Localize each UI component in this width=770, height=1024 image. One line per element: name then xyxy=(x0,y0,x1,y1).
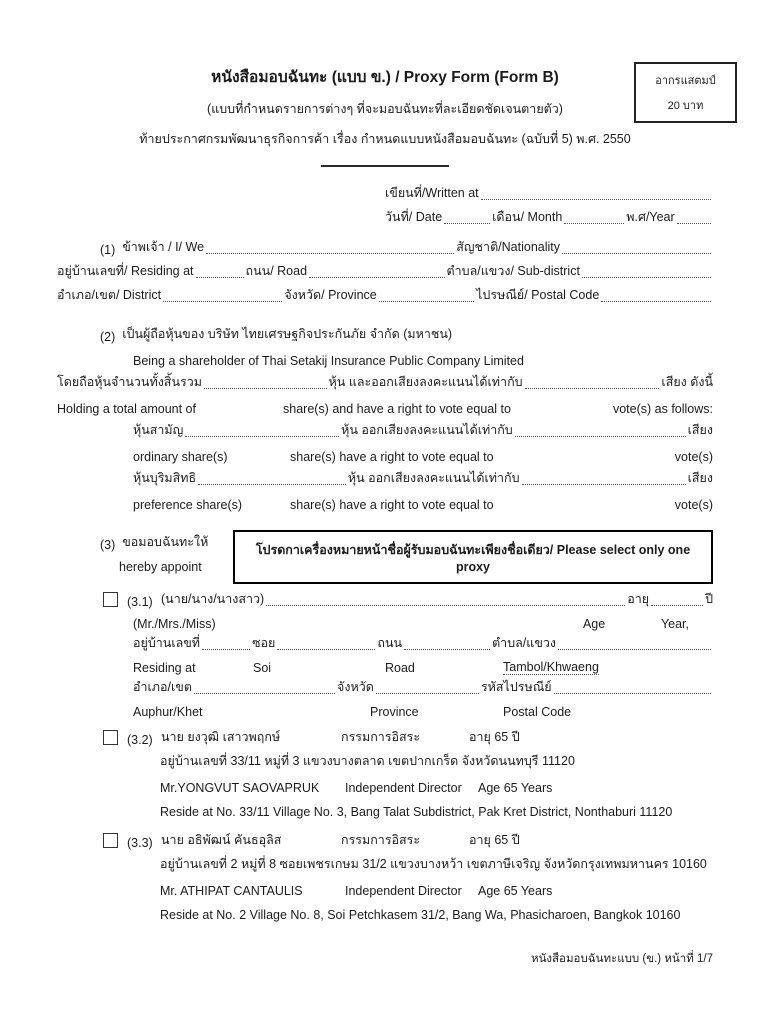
proxy-3-1-name-line xyxy=(57,587,713,609)
proxy-3-3-role-en: Independent Director xyxy=(345,884,462,898)
proxy-option-3-3 xyxy=(57,826,713,922)
proxy-3-1-amphur-field xyxy=(194,693,335,694)
ordinary-shares-en: ordinary share(s) xyxy=(133,450,228,464)
ordinary-votes-th: หุ้น ออกเสียงลงคะแนนได้เท่ากับ xyxy=(341,423,513,437)
postal-label: ไปรษณีย์/ Postal Code xyxy=(476,288,600,302)
proxy-3-3-name-en: Mr. ATHIPAT CANTAULIS xyxy=(160,884,303,898)
proxy-3-2-name-en: Mr.YONGVUT SAOVAPRUK xyxy=(160,781,320,795)
proxy-3-1-year-label-en: Year, xyxy=(660,617,689,631)
proxy-3-1-province-label-th: จังหวัด xyxy=(337,680,374,694)
proxy-3-1-postal-label-th: รหัสไปรษณีย์ xyxy=(480,680,552,694)
nationality-field xyxy=(562,253,711,254)
proxy-3-3-name-th: นาย อธิพัฒน์ คันธอุลิส xyxy=(161,833,282,847)
year-label: พ.ศ/Year xyxy=(626,210,675,224)
shareholder-of-en: Being a shareholder of Thai Setakij Insurance Public Company Limited xyxy=(133,354,524,368)
proxy-3-3-age-th: อายุ 65 ปี xyxy=(469,833,520,847)
proxy-3-1-age-label-en: Age xyxy=(582,617,606,631)
proxy-3-1-age-label-th: อายุ xyxy=(627,592,650,606)
written-at-line xyxy=(385,179,713,203)
proxy-3-3-role-th: กรรมการอิสระ xyxy=(341,833,421,847)
proxy-option-3-2 xyxy=(57,723,713,819)
shareholder-of-th: เป็นผู้ถือหุ้นของ บริษัท ไทยเศรษฐกิจประกันภัย จำกัด (มหาชน) xyxy=(122,327,453,341)
proxy-3-2-address-line-th xyxy=(57,747,713,771)
subdistrict-field xyxy=(582,277,711,278)
proxy-3-2-checkbox[interactable] xyxy=(103,730,118,745)
proxy-3-1-number: (3.1) xyxy=(127,595,153,609)
votes-follows-en: vote(s) as follows: xyxy=(612,402,713,416)
votes-equal-th: หุ้น และออกเสียงลงคะแนนได้เท่ากับ xyxy=(328,375,523,389)
proxy-3-1-name-field xyxy=(266,605,625,606)
total-shares-field xyxy=(204,388,327,389)
preference-shares-th: หุ้นบุริมสิทธิ xyxy=(133,471,197,485)
ordinary-shares-field xyxy=(185,436,339,437)
proxy-3-3-address-line-th xyxy=(57,850,713,874)
appoint-labels xyxy=(57,530,233,574)
preference-votes-en: share(s) have a right to vote equal to xyxy=(290,498,494,512)
total-shares-line-en xyxy=(57,392,713,416)
proxy-3-2-number: (3.2) xyxy=(127,733,153,747)
section-3-appointment xyxy=(57,530,713,584)
ordinary-votes-unit-en: vote(s) xyxy=(674,450,713,464)
appoint-line-en xyxy=(57,552,233,574)
proxy-3-1-road-label-en: Road xyxy=(385,661,415,675)
proxy-3-1-district-line-en xyxy=(57,697,713,719)
holding-total-en: Holding a total amount of xyxy=(57,402,196,416)
proxy-3-2-address-en: Reside at No. 33/11 Village No. 3, Bang Talat Subdistrict, Pak Kret District, Nonthaburi 11120 xyxy=(160,805,673,819)
grantor-address-line xyxy=(57,257,713,281)
votes-equal-en: share(s) and have a right to vote equal to xyxy=(283,402,511,416)
section-2-shareholding xyxy=(57,320,713,512)
stamp-duty-label: อากรแสตมป์ xyxy=(655,75,716,87)
proxy-3-1-soi-label-th: ซอย xyxy=(252,636,276,650)
form-subtitle: (แบบที่กำหนดรายการต่างๆ ที่จะมอบฉันทะที่ละเอียดชัดเจนตายตัว) xyxy=(207,102,563,116)
proxy-3-1-postal-label-en: Postal Code xyxy=(503,705,572,719)
shareholder-of-line-en xyxy=(57,344,713,368)
section-1-number: (1) xyxy=(100,243,116,257)
proxy-3-1-district-line-th xyxy=(57,675,713,697)
residing-at-label: อยู่บ้านเลขที่/ Residing at xyxy=(57,264,194,278)
preference-votes-field xyxy=(522,484,686,485)
proxy-3-1-address-line-en xyxy=(57,653,713,675)
ordinary-shares-line-th xyxy=(57,416,713,440)
ordinary-votes-unit-th: เสียง xyxy=(687,423,713,437)
district-label: อำเภอ/เขต/ District xyxy=(57,288,162,302)
section-3-number: (3) xyxy=(100,538,116,552)
nationality-label: สัญชาติ/Nationality xyxy=(456,240,561,254)
proxy-3-3-checkbox[interactable] xyxy=(103,833,118,848)
proxy-3-1-houseno-label-th: อยู่บ้านเลขที่ xyxy=(133,636,201,650)
preference-votes-unit-en: vote(s) xyxy=(674,498,713,512)
province-label: จังหวัด/ Province xyxy=(284,288,377,302)
province-field xyxy=(379,301,474,302)
proxy-3-1-residing-label-en: Residing at xyxy=(133,661,196,675)
proxy-3-1-postal-field xyxy=(554,693,711,694)
proxy-3-2-name-line-th xyxy=(57,723,713,747)
proxy-3-1-tambol-label-en: Tambol/Khwaeng xyxy=(503,660,599,674)
proxy-3-2-age-th: อายุ 65 ปี xyxy=(469,730,520,744)
proxy-3-1-province-label-en: Province xyxy=(370,705,419,719)
postal-field xyxy=(601,301,711,302)
proxy-3-1-tambol-label-th: ตำบล/แขวง xyxy=(492,636,556,650)
proxy-3-1-houseno-field xyxy=(202,649,250,650)
appoint-th: ขอมอบฉันทะให้ xyxy=(122,535,209,549)
proxy-3-2-address-line-en xyxy=(57,795,713,819)
year-field xyxy=(677,223,711,224)
proxy-3-1-age-field xyxy=(651,605,703,606)
total-votes-field xyxy=(525,388,660,389)
proxy-3-1-amphur-label-th: อำเภอ/เขต xyxy=(133,680,192,694)
grantor-district-line xyxy=(57,281,713,305)
preference-shares-field xyxy=(198,484,346,485)
shareholder-of-line-th xyxy=(57,320,713,344)
proxy-3-3-name-line-th xyxy=(57,826,713,850)
proxy-3-3-address-line-en xyxy=(57,898,713,922)
proxy-3-1-soi-label-en: Soi xyxy=(253,661,272,675)
road-field xyxy=(309,277,445,278)
proxy-3-3-name-line-en xyxy=(57,874,713,898)
grantor-name-line xyxy=(57,233,713,257)
proxy-3-2-name-th: นาย ยงวุฒิ เสาวพฤกษ์ xyxy=(161,730,281,744)
proxy-3-3-number: (3.3) xyxy=(127,836,153,850)
subdistrict-label: ตำบล/แขวง/ Sub-district xyxy=(446,264,580,278)
preference-votes-unit-th: เสียง xyxy=(687,471,713,485)
ordinary-votes-field xyxy=(515,436,686,437)
written-at-label: เขียนที่/Written at xyxy=(385,186,479,200)
ordinary-shares-line-en xyxy=(57,440,713,464)
road-label: ถนน/ Road xyxy=(245,264,308,278)
appoint-en: hereby appoint xyxy=(119,560,202,574)
ordinary-shares-th: หุ้นสามัญ xyxy=(133,423,184,437)
proxy-3-1-year-label-th: ปี xyxy=(705,592,713,606)
written-at-field xyxy=(481,199,711,200)
proxy-3-1-amphur-label-en: Auphur/Khet xyxy=(133,705,203,719)
proxy-3-2-age-en: Age 65 Years xyxy=(478,781,553,795)
grantor-name-field xyxy=(206,253,454,254)
votes-follows-th: เสียง ดังนี้ xyxy=(661,375,713,389)
proxy-option-3-1 xyxy=(57,587,713,719)
section-2-number: (2) xyxy=(100,330,116,344)
section-1-grantor xyxy=(57,233,713,305)
month-label: เดือน/ Month xyxy=(492,210,563,224)
total-shares-line-th xyxy=(57,368,713,392)
month-field xyxy=(564,223,624,224)
district-field xyxy=(163,301,282,302)
preference-votes-th: หุ้น ออกเสียงลงคะแนนได้เท่ากับ xyxy=(347,471,520,485)
proxy-3-1-checkbox[interactable] xyxy=(103,592,118,607)
holding-total-th: โดยถือหุ้นจำนวนทั้งสิ้นรวม xyxy=(57,375,202,389)
preference-shares-line-en xyxy=(57,488,713,512)
proxy-3-3-address-en: Reside at No. 2 Village No. 8, Soi Petchkasem 31/2, Bang Wa, Phasicharoen, Bangkok 10160 xyxy=(160,908,681,922)
proxy-3-1-tambol-field xyxy=(558,649,711,650)
date-field xyxy=(444,223,490,224)
written-at-block xyxy=(385,179,713,227)
house-no-field xyxy=(196,277,244,278)
form-header xyxy=(0,64,770,167)
proxy-3-1-address-line-th xyxy=(57,631,713,653)
proxy-3-1-title-th: (นาย/นาง/นางสาว) xyxy=(161,592,265,606)
proxy-3-3-address-th: อยู่บ้านเลขที่ 2 หมู่ที่ 8 ซอยเพชรเกษม 31/2 แขวงบางหว้า เขตภาษีเจริญ จังหวัดกรุงเทพมหานคร 10160 xyxy=(160,857,707,871)
proxy-3-1-title-en: (Mr./Mrs./Miss) xyxy=(133,617,216,631)
header-divider xyxy=(321,165,449,167)
form-title: หนังสือมอบฉันทะ (แบบ ข.) / Proxy Form (Form B) xyxy=(211,69,559,86)
date-line xyxy=(385,203,713,227)
proxy-3-2-role-th: กรรมการอิสระ xyxy=(341,730,421,744)
form-announcement: ท้ายประกาศกรมพัฒนาธุรกิจการค้า เรื่อง กำหนดแบบหนังสือมอบฉันทะ (ฉบับที่ 5) พ.ศ. 2550 xyxy=(139,132,631,146)
proxy-3-3-age-en: Age 65 Years xyxy=(478,884,553,898)
ordinary-votes-en: share(s) have a right to vote equal to xyxy=(290,450,494,464)
proxy-3-1-province-field xyxy=(376,693,479,694)
proxy-3-1-soi-field xyxy=(277,649,375,650)
select-one-proxy-notice: โปรดกาเครื่องหมายหน้าชื่อผู้รับมอบฉันทะเพียงชื่อเดียว/ Please select only one proxy xyxy=(233,530,713,584)
proxy-3-1-road-field xyxy=(404,649,490,650)
i-we-label: ข้าพเจ้า / I/ We xyxy=(122,240,205,254)
proxy-3-1-road-label-th: ถนน xyxy=(377,636,403,650)
date-label: วันที่/ Date xyxy=(385,210,443,224)
preference-shares-en: preference share(s) xyxy=(133,498,243,512)
preference-shares-line-th xyxy=(57,464,713,488)
page-footer: หนังสือมอบฉันทะแบบ (ข.) หน้าที่ 1/7 xyxy=(530,953,713,965)
proxy-3-2-address-th: อยู่บ้านเลขที่ 33/11 หมู่ที่ 3 แขวงบางตลาด เขตปากเกร็ด จังหวัดนนทบุรี 11120 xyxy=(160,754,575,768)
proxy-3-1-name-line-en xyxy=(57,609,713,631)
appoint-line-th xyxy=(57,530,233,552)
proxy-3-2-name-line-en xyxy=(57,771,713,795)
proxy-3-2-role-en: Independent Director xyxy=(345,781,462,795)
stamp-duty-amount: 20 บาท xyxy=(667,100,704,112)
